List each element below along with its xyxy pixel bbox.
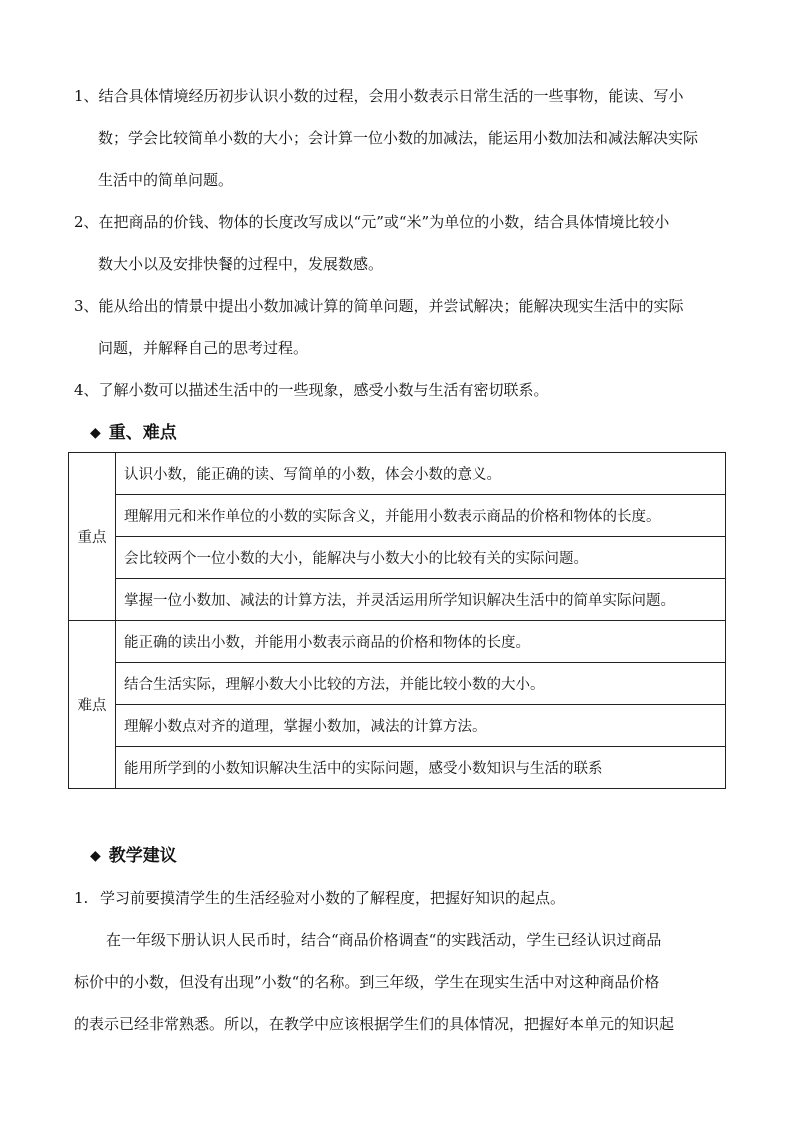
objective-4-number: 4、 bbox=[74, 381, 99, 399]
section-title: 教学建议 bbox=[108, 846, 177, 866]
table-cell: 会比较两个一位小数的大小，能解决与小数大小的比较有关的实际问题。 bbox=[116, 537, 726, 579]
section-heading-key-points bbox=[90, 422, 177, 444]
table-cell: 掌握一位小数加、减法的计算方法，并灵活运用所学知识解决生活中的简单实际问题。 bbox=[116, 579, 726, 621]
objective-3-line-1: 3、能从给出的情景中提出小数加减计算的简单问题，并尝试解决；能解决现实生活中的实际 bbox=[74, 297, 684, 315]
table-cell: 理解用元和米作单位的小数的实际含义，并能用小数表示商品的价格和物体的长度。 bbox=[116, 495, 726, 537]
category-key-points: 重点 bbox=[69, 453, 116, 621]
table-row bbox=[69, 747, 726, 789]
category-difficult-points: 难点 bbox=[69, 621, 116, 789]
table-row bbox=[69, 579, 726, 621]
table-cell: 结合生活实际，理解小数大小比较的方法，并能比较小数的大小。 bbox=[116, 663, 726, 705]
table-row bbox=[69, 663, 726, 705]
diamond-bullet-icon: ◆ bbox=[90, 848, 101, 864]
table-row bbox=[69, 621, 726, 663]
objective-3-line-2: 问题，并解释自己的思考过程。 bbox=[98, 339, 309, 357]
advice-item-1: 1. 学习前要摸清学生的生活经验对小数的了解程度，把握好知识的起点。 bbox=[74, 889, 566, 907]
table-cell: 理解小数点对齐的道理，掌握小数加，减法的计算方法。 bbox=[116, 705, 726, 747]
key-points-table bbox=[68, 452, 726, 789]
table-cell: 能用所学到的小数知识解决生活中的实际问题，感受小数知识与生活的联系 bbox=[116, 747, 726, 789]
objective-1-line-3: 生活中的简单问题。 bbox=[98, 171, 234, 189]
objective-2-line-2: 数大小以及安排快餐的过程中，发展数感。 bbox=[98, 255, 384, 273]
advice-paragraph-line-2: 标价中的小数，但没有出现”小数“的名称。到三年级，学生在现实生活中对这种商品价格 bbox=[74, 973, 660, 991]
table-row bbox=[69, 495, 726, 537]
objective-2-line-1: 2、在把商品的价钱、物体的长度改写成以“元”或“米”为单位的小数，结合具体情境比较小 bbox=[74, 213, 670, 231]
objective-3-number: 3、 bbox=[74, 297, 99, 315]
objective-1-number: 1、 bbox=[74, 87, 99, 105]
objective-1-line-2: 数；学会比较简单小数的大小；会计算一位小数的加减法，能运用小数加法和减法解决实际 bbox=[98, 129, 699, 147]
diamond-bullet-icon: ◆ bbox=[90, 425, 101, 441]
objective-2-number: 2、 bbox=[74, 213, 99, 231]
advice-paragraph-line-1: 在一年级下册认识人民币时，结合“商品价格调查“的实践活动，学生已经认识过商品 bbox=[106, 931, 662, 949]
advice-paragraph-line-3: 的表示已经非常熟悉。所以，在教学中应该根据学生们的具体情况，把握好本单元的知识起 bbox=[74, 1015, 675, 1033]
objective-4-line-1: 4、了解小数可以描述生活中的一些现象，感受小数与生活有密切联系。 bbox=[74, 381, 549, 399]
advice-item-number: 1. bbox=[74, 889, 89, 907]
table-cell: 认识小数，能正确的读、写简单的小数，体会小数的意义。 bbox=[116, 453, 726, 495]
objective-1-line-1: 1、结合具体情境经历初步认识小数的过程，会用小数表示日常生活的一些事物，能读、写小 bbox=[74, 87, 684, 105]
table-row bbox=[69, 537, 726, 579]
table-row bbox=[69, 705, 726, 747]
table-cell: 能正确的读出小数，并能用小数表示商品的价格和物体的长度。 bbox=[116, 621, 726, 663]
section-title: 重、难点 bbox=[108, 423, 177, 443]
section-heading-teaching-advice bbox=[90, 845, 177, 867]
table-row bbox=[69, 453, 726, 495]
